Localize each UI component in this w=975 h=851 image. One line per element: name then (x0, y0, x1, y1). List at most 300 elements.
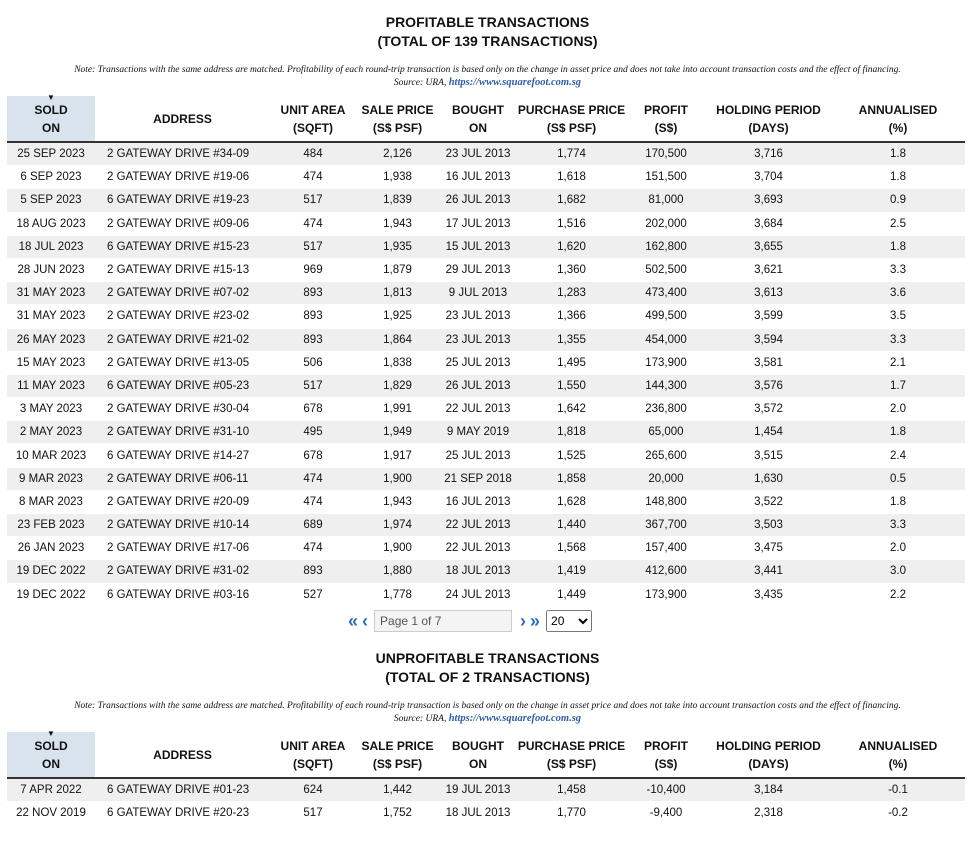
table-cell: 1,525 (517, 444, 626, 467)
table-cell: 2.0 (831, 537, 965, 560)
table-cell: 3,621 (706, 258, 831, 281)
table-cell: 202,000 (626, 212, 706, 235)
column-header-label: HOLDING PERIOD (716, 739, 821, 753)
table-cell: 1,813 (356, 282, 439, 305)
table-cell: 893 (270, 305, 356, 328)
table-cell: 678 (270, 444, 356, 467)
column-header-label: SOLD (34, 739, 68, 753)
table-cell: 474 (270, 212, 356, 235)
table-cell: 1,900 (356, 537, 439, 560)
table-cell: 1.8 (831, 166, 965, 189)
table-cell: 2 GATEWAY DRIVE #17-06 (95, 537, 270, 560)
table-row (7, 374, 965, 397)
column-header-label: PURCHASE PRICE (517, 103, 626, 117)
table-cell: 22 JUL 2013 (439, 398, 517, 421)
table-cell: 1,974 (356, 514, 439, 537)
table-cell: 2.1 (831, 351, 965, 374)
table-cell: 1,925 (356, 305, 439, 328)
table-cell: 24 JUL 2013 (439, 583, 517, 606)
table-cell: 11 MAY 2023 (7, 374, 95, 397)
column-header[interactable] (356, 96, 439, 142)
table-cell: 2 GATEWAY DRIVE #09-06 (95, 212, 270, 235)
column-header-label: PROFIT (644, 739, 688, 753)
column-header[interactable] (517, 96, 626, 142)
table-cell: 1,642 (517, 398, 626, 421)
table-cell: 3,599 (706, 305, 831, 328)
table-cell: 10 MAR 2023 (7, 444, 95, 467)
table-cell: 474 (270, 467, 356, 490)
table-cell: 1.8 (831, 235, 965, 258)
column-header-label: ANNUALISED (858, 739, 938, 753)
column-header-label: ADDRESS (153, 112, 212, 126)
table-cell: 2.5 (831, 212, 965, 235)
table-cell: 162,800 (626, 235, 706, 258)
table-cell: 1.8 (831, 421, 965, 444)
table-cell: 454,000 (626, 328, 706, 351)
table-cell: 8 MAR 2023 (7, 490, 95, 513)
column-header-label: ANNUALISED (858, 103, 938, 117)
column-header-sublabel: ON (42, 121, 60, 135)
table-cell: 2 GATEWAY DRIVE #31-10 (95, 421, 270, 444)
table-cell: 2.2 (831, 583, 965, 606)
table-cell: 1.7 (831, 374, 965, 397)
table-cell: 16 JUL 2013 (439, 490, 517, 513)
table-cell: 26 JUL 2013 (439, 374, 517, 397)
column-header-label: PROFIT (644, 103, 688, 117)
table-cell: 19 DEC 2022 (7, 583, 95, 606)
column-header-sublabel: (%) (888, 757, 908, 771)
column-header-sublabel: (DAYS) (748, 121, 789, 135)
table-cell: 2 GATEWAY DRIVE #21-02 (95, 328, 270, 351)
table-cell: -0.2 (831, 802, 965, 825)
table-cell: 624 (270, 778, 356, 802)
table-cell: 1,858 (517, 467, 626, 490)
column-header-sublabel: ON (42, 757, 60, 771)
unprofitable-title (0, 649, 975, 687)
table-cell: 2 GATEWAY DRIVE #30-04 (95, 398, 270, 421)
table-cell: 1,682 (517, 189, 626, 212)
table-cell: 502,500 (626, 258, 706, 281)
table-cell: 9 JUL 2013 (439, 282, 517, 305)
table-cell: 173,900 (626, 583, 706, 606)
table-cell: 265,600 (626, 444, 706, 467)
table-cell: 1,917 (356, 444, 439, 467)
table-cell: 1,440 (517, 514, 626, 537)
table-cell: 19 JUL 2013 (439, 778, 517, 802)
table-cell: 23 JUL 2013 (439, 142, 517, 166)
table-cell: 173,900 (626, 351, 706, 374)
column-header-sublabel: (S$) (654, 121, 678, 135)
page-size-select[interactable] (546, 610, 592, 632)
table-cell: 1,864 (356, 328, 439, 351)
table-cell: 1,879 (356, 258, 439, 281)
table-cell: 1,630 (706, 467, 831, 490)
table-cell: 3,572 (706, 398, 831, 421)
table-cell: 144,300 (626, 374, 706, 397)
table-cell: -10,400 (626, 778, 706, 802)
profitable-note (0, 64, 975, 89)
column-header[interactable] (439, 732, 517, 778)
table-row (7, 258, 965, 281)
source-link[interactable]: https://www.squarefoot.com.sg (448, 712, 582, 724)
table-row (7, 189, 965, 212)
table-cell: 25 JUL 2013 (439, 351, 517, 374)
table-cell: 3,684 (706, 212, 831, 235)
table-cell: 26 JUL 2013 (439, 189, 517, 212)
table-cell: 9 MAR 2023 (7, 467, 95, 490)
table-cell: 6 GATEWAY DRIVE #15-23 (95, 235, 270, 258)
profitable-title-line2: (TOTAL OF 139 TRANSACTIONS) (377, 33, 598, 49)
table-cell: 2 GATEWAY DRIVE #15-13 (95, 258, 270, 281)
table-cell: 6 GATEWAY DRIVE #03-16 (95, 583, 270, 606)
table-cell: 1,943 (356, 490, 439, 513)
table-cell: 1,991 (356, 398, 439, 421)
column-header[interactable] (831, 96, 965, 142)
table-cell: 26 MAY 2023 (7, 328, 95, 351)
column-header-sublabel: (SQFT) (293, 757, 333, 771)
table-cell: -0.1 (831, 778, 965, 802)
column-header[interactable] (626, 732, 706, 778)
unprofitable-table (7, 729, 965, 825)
table-cell: 28 JUN 2023 (7, 258, 95, 281)
column-header[interactable] (7, 729, 95, 778)
table-cell: 527 (270, 583, 356, 606)
table-row (7, 166, 965, 189)
table-cell: 25 SEP 2023 (7, 142, 95, 166)
column-header[interactable] (95, 96, 270, 142)
table-cell: 18 JUL 2013 (439, 802, 517, 825)
table-cell: 1,818 (517, 421, 626, 444)
table-cell: 18 JUL 2023 (7, 235, 95, 258)
table-cell: 3,441 (706, 560, 831, 583)
table-cell: 3.6 (831, 282, 965, 305)
table-cell: 412,600 (626, 560, 706, 583)
table-cell: 1,620 (517, 235, 626, 258)
table-cell: 16 JUL 2013 (439, 166, 517, 189)
table-cell: 893 (270, 282, 356, 305)
column-header[interactable] (439, 96, 517, 142)
table-cell: 3,522 (706, 490, 831, 513)
table-cell: 2 GATEWAY DRIVE #34-09 (95, 142, 270, 166)
column-header[interactable] (270, 732, 356, 778)
table-cell: 81,000 (626, 189, 706, 212)
table-cell: 3,435 (706, 583, 831, 606)
pagination (348, 609, 592, 633)
table-row (7, 467, 965, 490)
table-cell: 3,475 (706, 537, 831, 560)
table-cell: 3.3 (831, 328, 965, 351)
table-cell: 2 GATEWAY DRIVE #31-02 (95, 560, 270, 583)
table-cell: 473,400 (626, 282, 706, 305)
column-header-sublabel: (S$ PSF) (372, 121, 423, 135)
table-cell: 474 (270, 166, 356, 189)
table-cell: 151,500 (626, 166, 706, 189)
column-header-label: BOUGHT (452, 103, 504, 117)
table-cell: 2.4 (831, 444, 965, 467)
table-row (7, 802, 965, 825)
table-cell: 6 GATEWAY DRIVE #20-23 (95, 802, 270, 825)
note-text: Note: Transactions with the same address are matched. Profitability of each round-trip transaction is based only on the change in asset price and does not take into account transaction costs and the effect of financing. (74, 701, 901, 711)
table-cell: 3,515 (706, 444, 831, 467)
chevron-right-icon[interactable]: › (520, 611, 527, 631)
table-cell: 15 MAY 2023 (7, 351, 95, 374)
table-cell: 3,594 (706, 328, 831, 351)
table-cell: 1,839 (356, 189, 439, 212)
column-header-sublabel: (%) (888, 121, 908, 135)
table-cell: 1,838 (356, 351, 439, 374)
table-cell: 893 (270, 328, 356, 351)
unprofitable-note (0, 700, 975, 725)
column-header[interactable] (517, 732, 626, 778)
table-cell: 1,752 (356, 802, 439, 825)
column-header-sublabel: (S$ PSF) (546, 757, 597, 771)
table-cell: 1,516 (517, 212, 626, 235)
table-cell: 1,442 (356, 778, 439, 802)
table-cell: 21 SEP 2018 (439, 467, 517, 490)
table-cell: 1,568 (517, 537, 626, 560)
table-cell: 23 JUL 2013 (439, 305, 517, 328)
table-cell: 2,318 (706, 802, 831, 825)
table-cell: 474 (270, 490, 356, 513)
chevron-left-icon[interactable]: ‹ (362, 611, 369, 631)
column-header-label: HOLDING PERIOD (716, 103, 821, 117)
table-cell: 3,581 (706, 351, 831, 374)
column-header-label: BOUGHT (452, 739, 504, 753)
table-row (7, 142, 965, 166)
table-cell: 2 GATEWAY DRIVE #20-09 (95, 490, 270, 513)
table-cell: 20,000 (626, 467, 706, 490)
table-cell: 1,938 (356, 166, 439, 189)
unprofitable-title-line1: UNPROFITABLE TRANSACTIONS (375, 650, 600, 666)
column-header-label: SALE PRICE (361, 103, 434, 117)
table-cell: 367,700 (626, 514, 706, 537)
column-header[interactable] (7, 93, 95, 142)
table-row (7, 490, 965, 513)
table-cell: 2.0 (831, 398, 965, 421)
column-header[interactable] (706, 732, 831, 778)
table-cell: 517 (270, 374, 356, 397)
table-cell: 689 (270, 514, 356, 537)
table-cell: 6 GATEWAY DRIVE #14-27 (95, 444, 270, 467)
table-row (7, 444, 965, 467)
table-cell: 2 GATEWAY DRIVE #19-06 (95, 166, 270, 189)
table-cell: 19 DEC 2022 (7, 560, 95, 583)
table-cell: 495 (270, 421, 356, 444)
table-row (7, 514, 965, 537)
profitable-title (0, 13, 975, 51)
table-cell: 499,500 (626, 305, 706, 328)
column-header-label: PURCHASE PRICE (517, 739, 626, 753)
table-cell: 22 JUL 2013 (439, 514, 517, 537)
table-cell: 1,829 (356, 374, 439, 397)
table-cell: 517 (270, 235, 356, 258)
column-header[interactable] (356, 732, 439, 778)
table-cell: 1,454 (706, 421, 831, 444)
column-header-sublabel: (S$ PSF) (546, 121, 597, 135)
column-header-label: UNIT AREA (280, 739, 346, 753)
sort-desc-icon: ▼ (47, 729, 55, 738)
table-row (7, 305, 965, 328)
table-cell: 506 (270, 351, 356, 374)
table-row (7, 583, 965, 606)
table-cell: 3.0 (831, 560, 965, 583)
table-cell: 3,704 (706, 166, 831, 189)
table-cell: 1,949 (356, 421, 439, 444)
table-cell: 25 JUL 2013 (439, 444, 517, 467)
table-cell: 1,360 (517, 258, 626, 281)
column-header[interactable] (95, 732, 270, 778)
column-header-label: SALE PRICE (361, 739, 434, 753)
table-cell: 6 SEP 2023 (7, 166, 95, 189)
table-cell: 22 NOV 2019 (7, 802, 95, 825)
table-cell: 893 (270, 560, 356, 583)
table-cell: 18 JUL 2013 (439, 560, 517, 583)
table-cell: 1,458 (517, 778, 626, 802)
table-cell: 1,900 (356, 467, 439, 490)
table-cell: 1,550 (517, 374, 626, 397)
table-cell: 1,449 (517, 583, 626, 606)
table-cell: 17 JUL 2013 (439, 212, 517, 235)
table-cell: 15 JUL 2013 (439, 235, 517, 258)
table-cell: 3,184 (706, 778, 831, 802)
source-link[interactable]: https://www.squarefoot.com.sg (448, 76, 582, 88)
source-label: Source: URA, (393, 77, 447, 88)
table-cell: 3,693 (706, 189, 831, 212)
table-cell: 170,500 (626, 142, 706, 166)
table-cell: 3.5 (831, 305, 965, 328)
table-cell: 65,000 (626, 421, 706, 444)
column-header[interactable] (831, 732, 965, 778)
column-header[interactable] (270, 96, 356, 142)
table-cell: 1,355 (517, 328, 626, 351)
column-header[interactable] (706, 96, 831, 142)
table-cell: 29 JUL 2013 (439, 258, 517, 281)
column-header-sublabel: (SQFT) (293, 121, 333, 135)
table-row (7, 398, 965, 421)
table-cell: 517 (270, 802, 356, 825)
table-cell: 148,800 (626, 490, 706, 513)
source-line (0, 713, 975, 726)
table-cell: 3,576 (706, 374, 831, 397)
source-label: Source: URA, (393, 713, 447, 724)
table-cell: 1,935 (356, 235, 439, 258)
column-header-label: SOLD (34, 103, 68, 117)
column-header-sublabel: (S$ PSF) (372, 757, 423, 771)
table-cell: 1,495 (517, 351, 626, 374)
table-cell: 474 (270, 537, 356, 560)
column-header-label: UNIT AREA (280, 103, 346, 117)
table-row (7, 212, 965, 235)
table-row (7, 560, 965, 583)
table-cell: 1,618 (517, 166, 626, 189)
note-text: Note: Transactions with the same address are matched. Profitability of each round-trip transaction is based only on the change in asset price and does not take into account transaction costs and the effect of financing. (74, 65, 901, 75)
table-cell: 3,655 (706, 235, 831, 258)
profitable-title-line1: PROFITABLE TRANSACTIONS (385, 14, 590, 30)
table-cell: 2 GATEWAY DRIVE #06-11 (95, 467, 270, 490)
table-cell: 6 GATEWAY DRIVE #01-23 (95, 778, 270, 802)
table-cell: 1,770 (517, 802, 626, 825)
table-row (7, 235, 965, 258)
table-cell: 23 FEB 2023 (7, 514, 95, 537)
table-cell: 1.8 (831, 142, 965, 166)
table-cell: 9 MAY 2019 (439, 421, 517, 444)
table-cell: 3,503 (706, 514, 831, 537)
sort-desc-icon: ▼ (47, 93, 55, 102)
column-header-sublabel: (S$) (654, 757, 678, 771)
table-cell: 26 JAN 2023 (7, 537, 95, 560)
table-cell: 1,943 (356, 212, 439, 235)
table-cell: 678 (270, 398, 356, 421)
table-header-row (7, 96, 965, 142)
table-cell: 1,628 (517, 490, 626, 513)
table-cell: 2 GATEWAY DRIVE #10-14 (95, 514, 270, 537)
column-header-label: ADDRESS (153, 748, 212, 762)
table-cell: 2 GATEWAY DRIVE #23-02 (95, 305, 270, 328)
table-cell: -9,400 (626, 802, 706, 825)
table-cell: 1,778 (356, 583, 439, 606)
table-cell: 236,800 (626, 398, 706, 421)
profitable-table (7, 93, 965, 607)
column-header-sublabel: (DAYS) (748, 757, 789, 771)
table-row (7, 351, 965, 374)
table-cell: 31 MAY 2023 (7, 282, 95, 305)
source-line (0, 77, 975, 90)
table-cell: 7 APR 2022 (7, 778, 95, 802)
column-header-sublabel: ON (469, 121, 487, 135)
table-cell: 517 (270, 189, 356, 212)
table-row (7, 328, 965, 351)
table-cell: 1,880 (356, 560, 439, 583)
table-cell: 3.3 (831, 514, 965, 537)
column-header[interactable] (626, 96, 706, 142)
table-cell: 18 AUG 2023 (7, 212, 95, 235)
table-cell: 2 GATEWAY DRIVE #13-05 (95, 351, 270, 374)
table-cell: 31 MAY 2023 (7, 305, 95, 328)
double-chevron-left-icon[interactable]: « (348, 611, 359, 631)
table-cell: 2 MAY 2023 (7, 421, 95, 444)
table-cell: 6 GATEWAY DRIVE #19-23 (95, 189, 270, 212)
table-cell: 1.8 (831, 490, 965, 513)
table-cell: 22 JUL 2013 (439, 537, 517, 560)
table-row (7, 778, 965, 802)
table-row (7, 282, 965, 305)
table-cell: 6 GATEWAY DRIVE #05-23 (95, 374, 270, 397)
table-row (7, 537, 965, 560)
table-cell: 969 (270, 258, 356, 281)
table-header-row (7, 732, 965, 778)
table-cell: 2 GATEWAY DRIVE #07-02 (95, 282, 270, 305)
table-cell: 484 (270, 142, 356, 166)
table-cell: 3.3 (831, 258, 965, 281)
table-cell: 1,283 (517, 282, 626, 305)
page-input[interactable]: Page 1 of 7 (374, 610, 512, 632)
table-cell: 3 MAY 2023 (7, 398, 95, 421)
table-cell: 1,774 (517, 142, 626, 166)
table-cell: 5 SEP 2023 (7, 189, 95, 212)
column-header-sublabel: ON (469, 757, 487, 771)
double-chevron-right-icon[interactable]: » (530, 611, 541, 631)
table-cell: 0.5 (831, 467, 965, 490)
table-cell: 3,716 (706, 142, 831, 166)
table-cell: 157,400 (626, 537, 706, 560)
table-cell: 1,419 (517, 560, 626, 583)
table-cell: 23 JUL 2013 (439, 328, 517, 351)
table-cell: 3,613 (706, 282, 831, 305)
unprofitable-title-line2: (TOTAL OF 2 TRANSACTIONS) (385, 669, 590, 685)
table-cell: 1,366 (517, 305, 626, 328)
table-cell: 0.9 (831, 189, 965, 212)
table-row (7, 421, 965, 444)
